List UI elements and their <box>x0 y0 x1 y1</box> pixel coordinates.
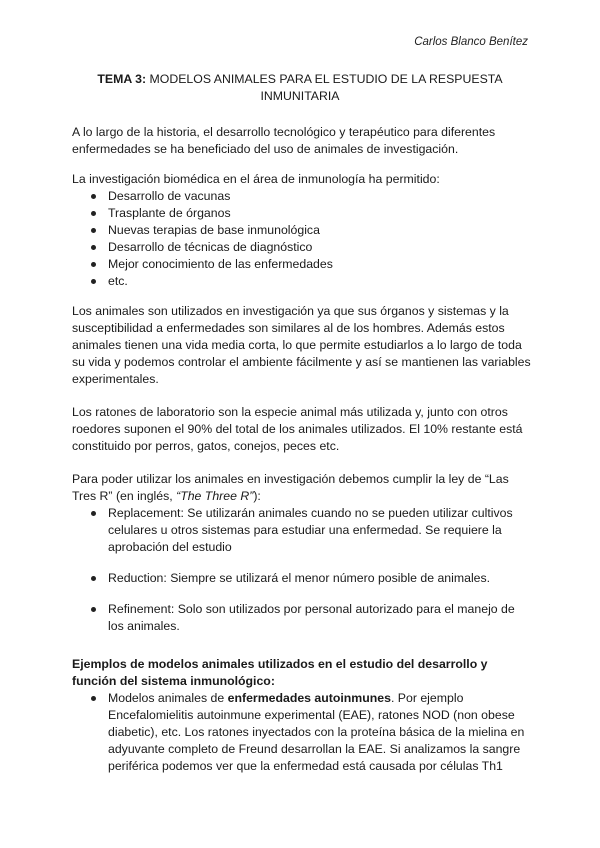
three-r-lead-italic: “The Three R” <box>176 489 254 503</box>
intro-text: A lo largo de la historia, el desarrollo tecnológico y terapéutico para diferentes enfermedades se ha beneficiado del uso de animales de investigación. <box>72 125 496 156</box>
three-r-lead-b: ): <box>253 489 261 503</box>
animals-paragraph <box>72 303 532 388</box>
examples-section <box>72 656 532 775</box>
author-name: Carlos Blanco Benítez <box>414 36 528 48</box>
research-lead: La investigación biomédica en el área de inmunología ha permitido: <box>72 172 440 186</box>
research-section <box>72 171 532 290</box>
list-item: Desarrollo de vacunas <box>72 188 532 205</box>
list-item: Mejor conocimiento de las enfermedades <box>72 256 532 273</box>
title-prefix: TEMA 3: <box>97 72 147 86</box>
list-item: Desarrollo de técnicas de diagnóstico <box>72 239 532 256</box>
rats-paragraph <box>72 404 532 455</box>
rats-text: Los ratones de laboratorio son la especie animal más utilizada y, junto con otros roedores suponen el 90% del total de los animales utilizados. El 10% restante está constituido por perros, gatos, conejos, peces etc. <box>72 405 523 453</box>
list-item: Nuevas terapias de base inmunológica <box>72 222 532 239</box>
list-item-autoimmune <box>72 690 532 775</box>
three-r-section <box>72 471 532 635</box>
examples-heading: Ejemplos de modelos animales utilizados en el estudio del desarrollo y función del sistema inmunológico: <box>72 657 488 688</box>
three-r-list <box>72 505 532 635</box>
list-item: etc. <box>72 273 532 290</box>
three-r-lead-a: Para poder utilizar los animales en investigación debemos cumplir la ley de “Las Tres R” (en inglés, <box>72 472 509 503</box>
research-list <box>72 188 532 290</box>
example-bold: enfermedades autoinmunes <box>227 691 391 705</box>
list-item-replacement: Replacement: Se utilizarán animales cuando no se pueden utilizar cultivos celulares u otros sistemas para estudiar una enfermedad. Se requiere la aprobación del estudio <box>72 505 532 556</box>
three-r-lead <box>72 471 532 505</box>
example-text-b: . Por ejemplo Encefalomielitis autoinmune experimental (EAE), ratones NOD (non obese diabetic), etc. Los ratones inyectados con la proteína básica de la mielina en adyuvante completo de Freund desarrollan la EAE. Si analizamos la sangre periférica podemos ver que la enfermedad está causada por células Th1 <box>108 691 525 773</box>
chapter-title <box>72 71 528 105</box>
example-text-a: Modelos animales de <box>108 691 228 705</box>
examples-list <box>72 690 532 775</box>
animals-text: Los animales son utilizados en investigación ya que sus órganos y sistemas y la susceptibilidad a enfermedades son similares al de los hombres. Además estos animales tienen una vida media corta, lo que permite estudiarlos a lo largo de toda su vida y podemos controlar el ambiente fácilmente y así se mantienen las variables experimentales. <box>72 304 531 386</box>
list-item-refinement: Refinement: Solo son utilizados por personal autorizado para el manejo de los animales. <box>72 601 532 635</box>
title-text: MODELOS ANIMALES PARA EL ESTUDIO DE LA RESPUESTA INMUNITARIA <box>146 72 503 103</box>
list-item-reduction: Reduction: Siempre se utilizará el menor número posible de animales. <box>72 570 532 587</box>
intro-paragraph <box>72 124 532 158</box>
list-item: Trasplante de órganos <box>72 205 532 222</box>
